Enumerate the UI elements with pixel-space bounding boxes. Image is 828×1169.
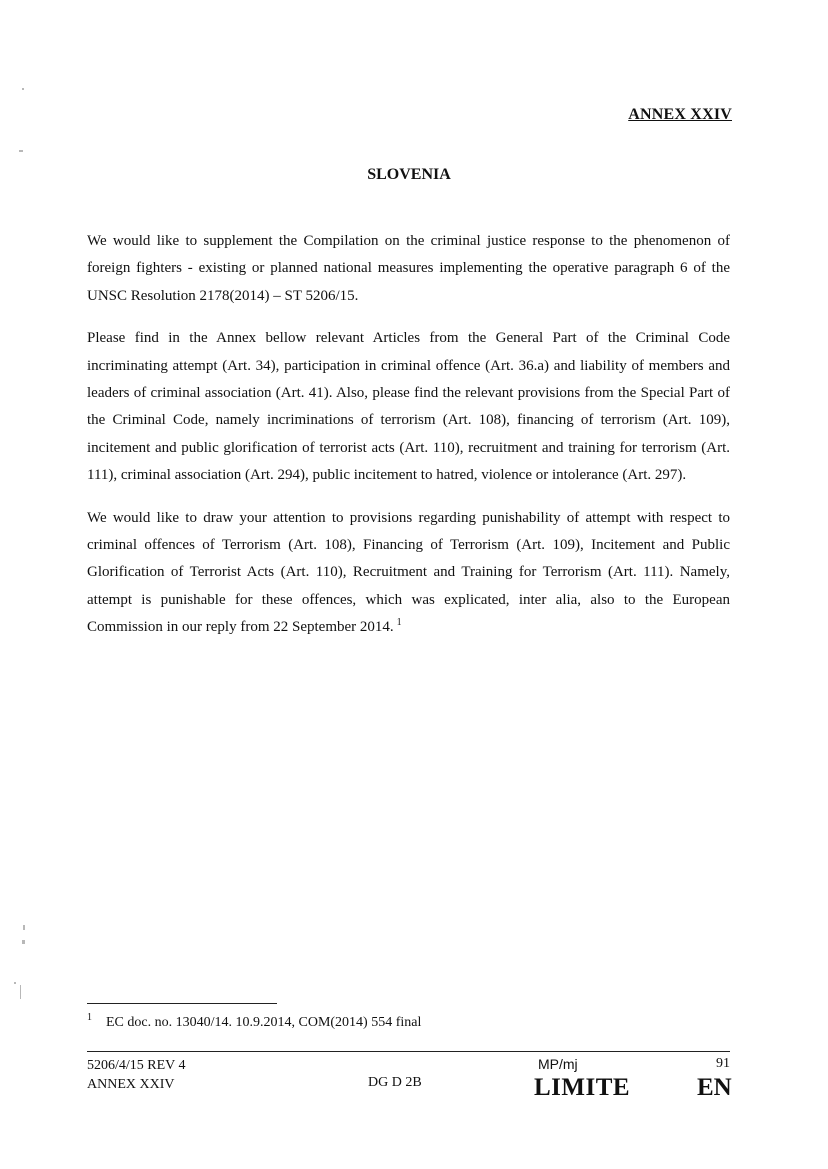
classification-label: LIMITE	[534, 1074, 631, 1101]
footnote	[87, 1012, 422, 1031]
scan-speck	[20, 985, 21, 999]
footer-left	[87, 1056, 186, 1094]
country-title: SLOVENIA	[367, 166, 451, 183]
paragraph-1: We would like to supplement the Compilation on the criminal justice response to the phenomenon of foreign fighters - existing or planned national measures implementing the operative paragraph 6 of the UNSC Resolution 2178(2014) – ST 5206/15.	[87, 233, 730, 304]
paragraph-3: We would like to draw your attention to provisions regarding punishability of attempt with respect to criminal offences of Terrorism (Art. 108), Financing of Terrorism (Art. 109), Incitement and Public Glorification of Terrorist Acts (Art. 110), Recruitment and Training for Terrorism (Art. 111). Namely, attempt is punishable for these offences, which was explicated, inter alia, also to the European Commission in our reply from 22 September 2014.	[87, 509, 730, 636]
footer-divider	[87, 1051, 730, 1052]
paragraph-2: Please find in the Annex bellow relevant Articles from the General Part of the Criminal Code incriminating attempt (Art. 34), participation in criminal offence (Art. 36.a) and liability of members and leaders of criminal association (Art. 41). Also, please find the relevant provisions from the Special Part of the Criminal Code, namely incriminations of terrorism (Art. 108), financing of terrorism (Art. 109), incitement and public glorification of terrorist acts (Art. 110), recruitment and training for terrorism (Art. 111), criminal association (Art. 294), public incitement to hatred, violence or intolerance (Art. 297).	[87, 330, 730, 484]
footer-right	[538, 1056, 730, 1072]
footer-doc-number: 5206/4/15 REV 4	[87, 1058, 186, 1073]
page-number: 91	[716, 1056, 730, 1071]
footnote-divider	[87, 1003, 277, 1004]
scan-speck	[22, 940, 25, 944]
paragraph-3-wrapper	[87, 505, 730, 642]
footnote-reference[interactable]: 1	[396, 617, 402, 629]
scan-speck	[22, 88, 24, 90]
scan-speck	[14, 982, 16, 984]
scan-speck	[19, 150, 23, 152]
footer-author-ref: MP/mj	[538, 1056, 578, 1072]
country-title-wrapper	[0, 166, 818, 184]
language-code: EN	[697, 1074, 732, 1101]
scan-speck	[23, 925, 25, 930]
body-text	[87, 228, 730, 657]
footer-dg: DG D 2B	[368, 1075, 422, 1090]
footnote-number: 1	[87, 1012, 92, 1024]
footnote-text: EC doc. no. 13040/14. 10.9.2014, COM(2014) 554 final	[106, 1015, 422, 1030]
footer-annex: ANNEX XXIV	[87, 1077, 175, 1092]
annex-heading: ANNEX XXIV	[628, 106, 732, 123]
